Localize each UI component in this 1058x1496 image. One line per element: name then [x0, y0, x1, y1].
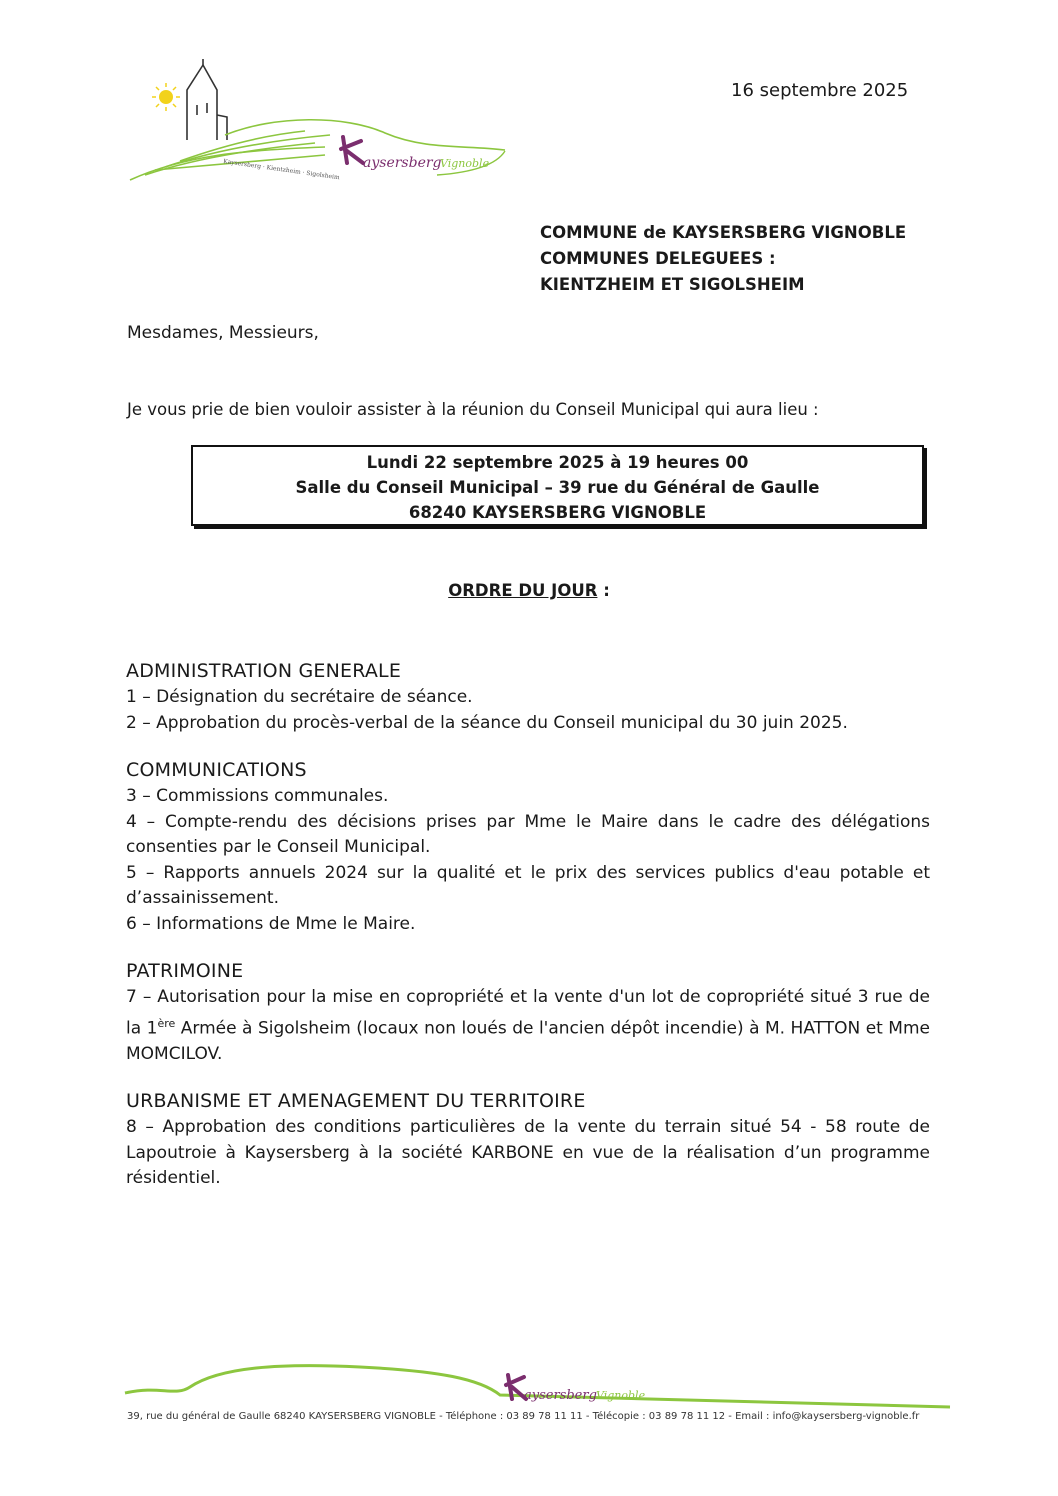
- agenda-item: 5 – Rapports annuels 2024 sur la qualité et le prix des services publics d'eau potable et d’assainissement.: [126, 862, 930, 908]
- svg-text:Vignoble: Vignoble: [596, 1389, 646, 1402]
- section-title: PATRIMOINE: [126, 960, 244, 982]
- agenda-item: 3 – Commissions communales.: [126, 786, 389, 806]
- item-text: Armée à Sigolsheim (locaux non loués de l'ancien dépôt incendie) à M. HATTON et Mme MOMCILOV.: [126, 1018, 930, 1064]
- addressee-line: KIENTZHEIM ET SIGOLSHEIM: [540, 275, 805, 294]
- agenda-title: [0, 581, 1058, 600]
- item-superscript: ère: [157, 1016, 176, 1030]
- addressee-block: [540, 220, 906, 298]
- section-title: ADMINISTRATION GENERALE: [126, 660, 402, 682]
- section-title: URBANISME ET AMENAGEMENT DU TERRITOIRE: [126, 1090, 586, 1113]
- addressee-line: COMMUNES DELEGUEES :: [540, 249, 776, 268]
- footer-contact: 39, rue du général de Gaulle 68240 KAYSERSBERG VIGNOBLE - Téléphone : 03 89 78 11 11 - Télécopie : 03 89 78 11 12 - Email : info@kaysersberg-vignoble.fr: [127, 1411, 920, 1422]
- svg-text:Kaysersberg · Kientzheim · Sig: Kaysersberg · Kientzheim · Sigolsheim: [222, 158, 341, 182]
- agenda-title-suffix: :: [597, 581, 610, 600]
- intro-text: Je vous prie de bien vouloir assister à la réunion du Conseil Municipal qui aura lieu :: [127, 400, 819, 419]
- agenda-item: 2 – Approbation du procès-verbal de la séance du Conseil municipal du 30 juin 2025.: [126, 712, 848, 733]
- agenda-section: [126, 1087, 930, 1192]
- agenda-title-text: ORDRE DU JOUR: [448, 581, 598, 600]
- letter-date: 16 septembre 2025: [731, 80, 909, 101]
- brand-k-icon: [341, 137, 363, 163]
- agenda-item: 8 – Approbation des conditions particulières de la vente du terrain situé 54 - 58 route de Lapoutroie à Kaysersberg à la société KARBONE en vue de la réalisation d’un programme résidentiel.: [126, 1117, 930, 1189]
- agenda-section: [126, 957, 930, 1067]
- item-text: 7 – Autorisation pour la mise en copropriété et la vente d'un lot de copropriété situé 3 rue de la 1: [126, 987, 930, 1039]
- sun-icon: [159, 90, 173, 104]
- svg-text:aysersberg: aysersberg: [524, 1388, 597, 1403]
- meeting-box: [191, 445, 924, 526]
- logo-graphic: [125, 55, 515, 190]
- addressee-line: COMMUNE de KAYSERSBERG VIGNOBLE: [540, 223, 907, 242]
- agenda-item: [126, 985, 930, 1067]
- footer-graphic: [120, 1355, 960, 1410]
- meeting-city: 68240 KAYSERSBERG VIGNOBLE: [408, 503, 707, 522]
- meeting-date: Lundi 22 septembre 2025 à 19 heures 00: [366, 453, 749, 472]
- svg-text:Vignoble: Vignoble: [440, 157, 490, 170]
- meeting-location: Salle du Conseil Municipal – 39 rue du Général de Gaulle: [295, 478, 820, 497]
- agenda-item: 6 – Informations de Mme le Maire.: [126, 913, 416, 934]
- section-title: COMMUNICATIONS: [126, 759, 307, 781]
- svg-text:aysersberg: aysersberg: [363, 155, 442, 171]
- tower-icon: [187, 59, 227, 140]
- footer-logo: [120, 1355, 960, 1414]
- agenda-section: [126, 756, 930, 937]
- header-logo: [125, 55, 515, 194]
- greeting: Mesdames, Messieurs,: [127, 323, 319, 343]
- agenda-item: 1 – Désignation du secrétaire de séance.: [126, 687, 473, 707]
- agenda-item: 4 – Compte-rendu des décisions prises par Mme le Maire dans le cadre des délégations consenties par le Conseil Municipal.: [126, 811, 930, 857]
- agenda-section: [126, 657, 930, 736]
- agenda-list: [126, 657, 930, 1212]
